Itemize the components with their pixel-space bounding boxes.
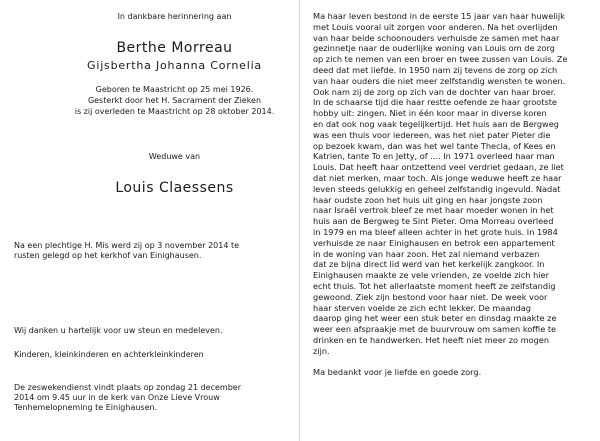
service-line: De zeswekendienst vindt plaats op zondag 21 december — [14, 383, 242, 392]
story-line: drinken en te handwerken. Het heeft niet meer zo mogen — [313, 334, 550, 345]
family-line: Kinderen, kleinkinderen en achterkleinkinderen — [14, 350, 204, 359]
story-line: van haar beide schoonouders verhuisde ze samen met haar — [313, 32, 560, 43]
life-story — [313, 11, 593, 378]
story-line: Einighausen maakte ze vele vrienden, ze voelde zich hier — [313, 270, 549, 281]
intro-text: In dankbare herinnering aan — [117, 12, 232, 21]
story-line: weer een afspraakje met de buurvrouw om samen koffie te — [313, 324, 557, 335]
service-line: Tenhemelopneming te Einighausen. — [14, 403, 158, 412]
story-line: Ma haar leven bestond in de eerste 15 jaar van haar huwelijk — [313, 11, 565, 21]
story-line: op bezoek kwam, dan was het wel tante Thecla, of Kees en — [313, 140, 556, 151]
story-line: dat niet merken, maar toch. Als jonge weduwe heeft ze haar — [313, 172, 562, 183]
story-line: daarop ging het weer een stuk beter en dinsdag maakte ze — [313, 313, 557, 324]
story-line: gewoond. Ziek zijn bestond voor haar niet. De week voor — [313, 291, 548, 302]
closing-line: Ma bedankt voor je liefde en goede zorg. — [313, 367, 482, 378]
service-paragraph — [14, 383, 241, 413]
story-line: In de schaarse tijd die haar restte oefende ze haar grootste — [313, 97, 557, 108]
story-line: van haar ouders die niet meer zelfstandig wensten te wonen. — [313, 75, 566, 86]
deceased-name: Berthe Morreau — [116, 40, 233, 56]
widow-label: Weduwe van — [148, 152, 201, 161]
story-line: in 1979 en ma bleef alleen achter in het grote huis. In 1984 — [313, 226, 558, 237]
mass-line: rusten gelegd op het kerkhof van Einighausen. — [14, 251, 202, 260]
story-line: op zich te nemen van een broer en twee zussen van Louis. Ze — [313, 54, 568, 65]
mass-paragraph — [14, 241, 239, 261]
thanks-line: Wij danken u hartelijk voor uw steun en medeleven. — [14, 326, 223, 335]
mass-line: Na een plechtige H. Mis werd zij op 3 november 2014 te — [14, 241, 240, 250]
story-line: huis aan de Bergweg te Sint Pieter. Oma Morreau overleed — [313, 216, 554, 227]
story-line: zijn. — [313, 345, 330, 356]
story-line: haar sterven voelde ze zich echt lekker. De maandag — [313, 302, 532, 313]
story-line: met Louis vooral uit zorgen voor anderen. Na het overlijden — [313, 21, 558, 32]
center-divider — [299, 0, 300, 441]
story-line: Katrien, tante To en Jetty, of .... In 1971 overleed haar man — [313, 151, 555, 162]
story-line: gezinnetje naar de ouderlijke woning van Louis om de zorg — [313, 43, 555, 54]
story-line: hobby uit: zingen. Niet in één koor maar in diverse koren — [313, 108, 547, 119]
story-line: in de woning van haar zoon. Het zal niemand verbazen — [313, 248, 540, 259]
story-line: dat ze bijna direct lid werd van het kerkelijk zangkoor. In — [313, 259, 545, 270]
birth-line: Geboren te Maastricht op 25 mei 1926. — [95, 85, 254, 94]
sacrament-line: Gesterkt door het H. Sacrament der Zieken — [87, 96, 262, 105]
spouse-name: Louis Claessens — [115, 180, 234, 196]
story-line: was een thuis voor iedereen, was het niet pater Pieter die — [313, 129, 551, 140]
left-panel — [0, 0, 299, 441]
story-line: en dat ook nog vaak tegelijkertijd. Het huis aan de Bergweg — [313, 118, 559, 129]
spacer — [313, 357, 593, 368]
story-line: deed dat met liefde. In 1950 nam zij tevens de zorg op zich — [313, 64, 558, 75]
deceased-full-name: Gijsbertha Johanna Cornelia — [87, 59, 262, 72]
death-line: is zij overleden te Maastricht op 28 oktober 2014. — [74, 107, 275, 116]
story-line: Louis. Dat heeft haar ontzettend veel verdriet gedaan, ze liet — [313, 162, 564, 173]
service-line: 2014 om 9.45 uur in de kerk van Onze Lieve Vrouw — [14, 393, 220, 402]
story-line: naar Israël vertrok bleef ze met haar moeder wonen in het — [313, 205, 554, 216]
story-line: verhuisde ze naar Einighausen en betrok een appartement — [313, 237, 555, 248]
story-line: leven steeds gelukkig en geheel zelfstandig ingevuld. Nadat — [313, 183, 561, 194]
story-line: Ook nam zij de zorg op zich van de dochter van haar broer. — [313, 86, 556, 97]
story-line: haar oudste zoon het huis uit ging en haar jongste zoon — [313, 194, 543, 205]
story-line: echt thuis. Tot het allerlaatste moment heeft ze zelfstandig — [313, 280, 556, 291]
